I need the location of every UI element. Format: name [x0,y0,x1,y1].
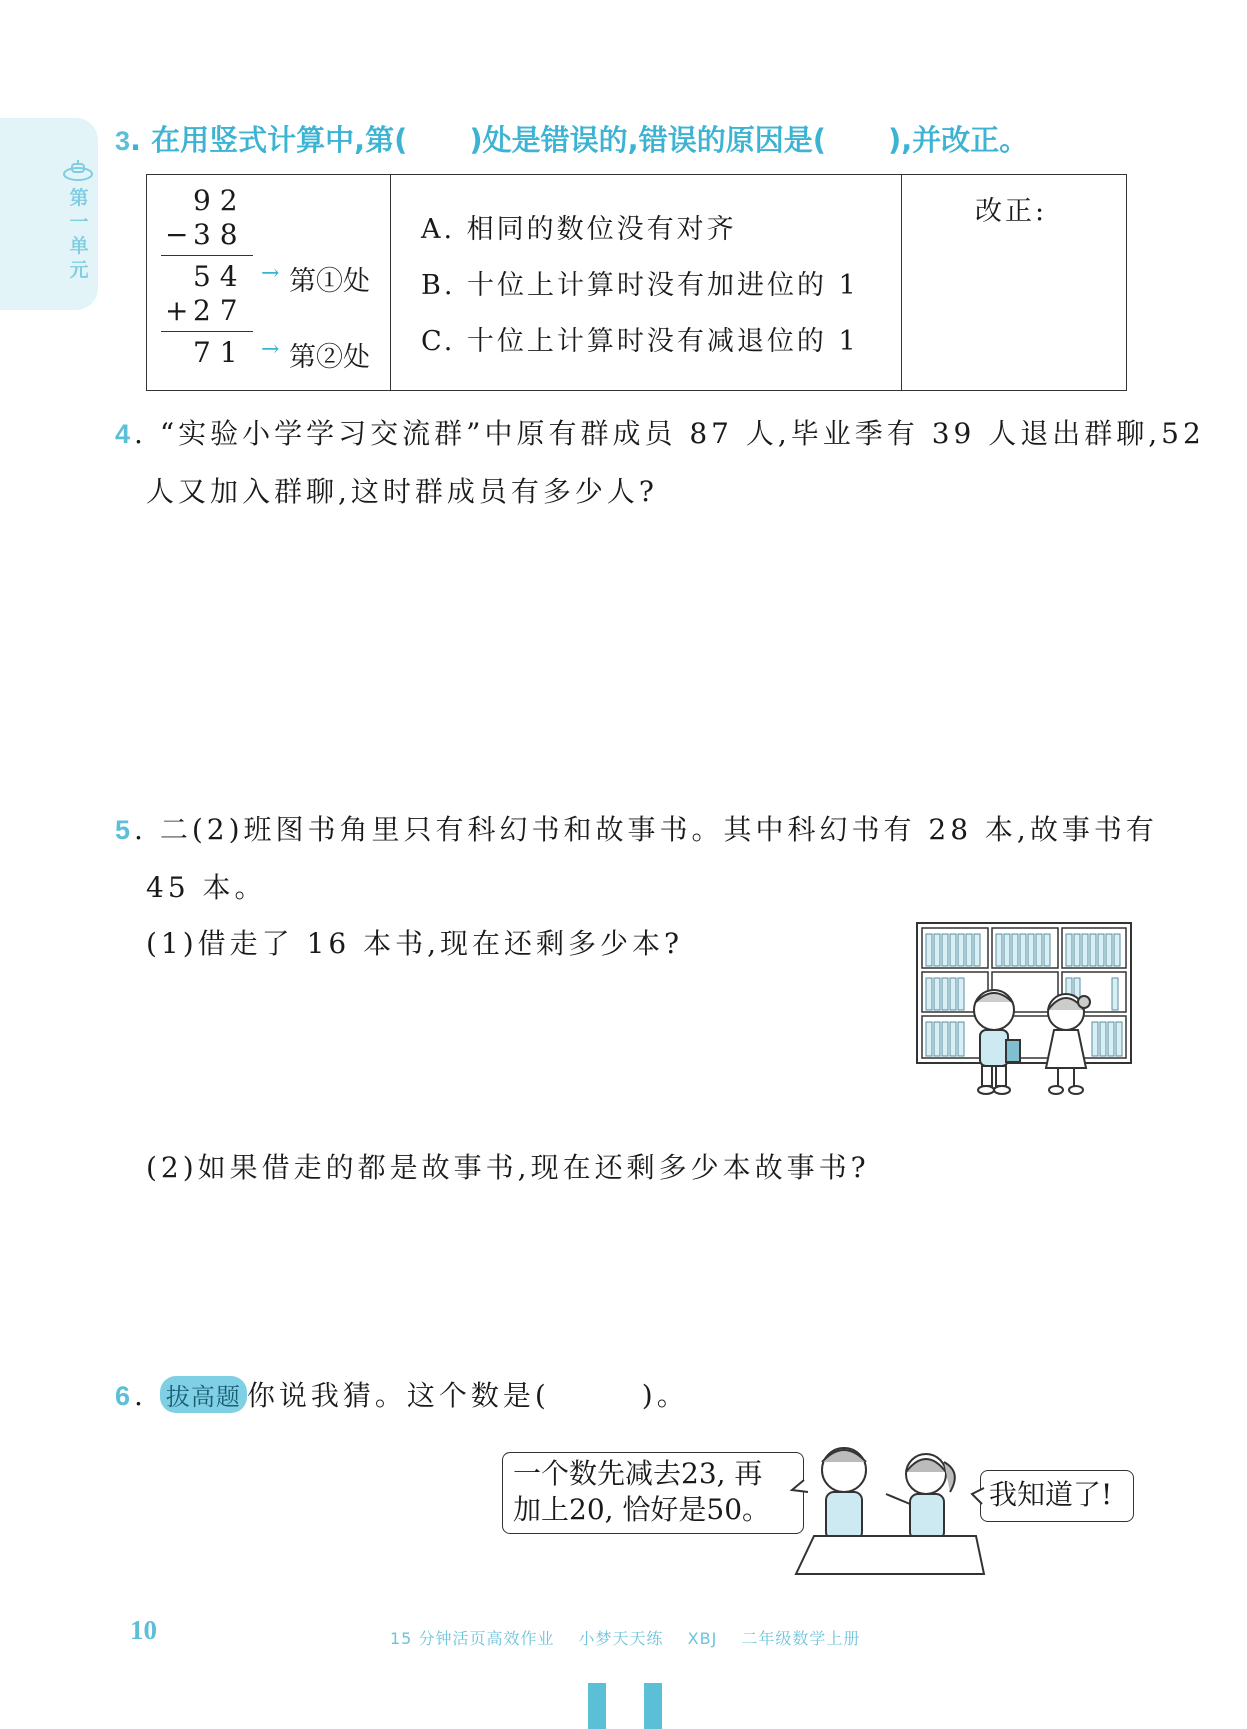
option-a: A. 相同的数位没有对齐 [421,214,737,245]
bookshelf-children-illustration [916,922,1134,1098]
calc-rule [161,255,253,256]
footer-edition: XBJ [687,1629,718,1648]
q4-answer-area[interactable] [146,520,1126,760]
calc-label-2: 第②处 [289,342,370,373]
arrow-icon: → [261,337,280,362]
calc-rule [161,331,253,332]
q3-number: 3 [115,126,131,156]
q6-number: 6 [115,1381,135,1411]
calc-row-4: 2 7 [193,294,238,327]
page-number: 10 [130,1615,157,1645]
q6-line [115,1374,689,1414]
q5-sub-1: (1)借走了 16 本书,现在还剩多少本? [146,927,684,960]
correction-label: 改正: [975,196,1048,227]
q5-text-1: . 二(2)班图书角里只有科幻书和故事书。其中科幻书有 28 本,故事书有 [134,813,1158,846]
q5-sub-1-answer-area[interactable] [146,970,906,1130]
q4-line-1 [115,412,1205,452]
footer-info [390,1626,878,1649]
q4-number: 4 [115,419,135,449]
q5-sub-2-answer-area[interactable] [146,1196,1126,1346]
q6-text-a: 你说我猜。这个数是( [246,1379,550,1412]
binding-mark [588,1683,606,1729]
calc-row-3: 5 4 [193,260,238,293]
option-b: B. 十位上计算时没有加进位的 1 [421,270,859,301]
q5-number: 5 [115,815,135,845]
calc-row-5: 7 1 [193,336,238,369]
footer-brand: 小梦天天练 [578,1629,664,1648]
bubble-left-line-2: 加上20, 恰好是50。 [513,1493,771,1526]
calc-row-1: 9 2 [193,184,238,217]
footer-series: 15 分钟活页高效作业 [390,1629,555,1648]
bubble-right-text: 我知道了! [989,1478,1113,1511]
q5-line-2: 45 本。 [146,871,267,904]
option-c: C. 十位上计算时没有减退位的 1 [421,326,859,357]
advanced-question-badge: 拔高题 [160,1376,247,1413]
unit-emblem-icon [62,160,94,182]
q6-dot: . [134,1379,147,1412]
binding-mark [644,1683,662,1729]
q5-line-1 [115,808,1158,848]
table-divider [390,175,391,390]
q3-title-part-b: )处是错误的,错误的原因是( [469,123,826,157]
correction-answer-area[interactable] [907,235,1117,385]
bubble-left-line-1: 一个数先减去23, 再 [513,1457,763,1490]
q4-line-2: 人又加入群聊,这时群成员有多少人? [146,475,658,508]
children-at-table-illustration [786,1432,986,1580]
speech-bubble-left [502,1452,804,1534]
q3-title-part-c: ),并改正。 [887,123,1029,157]
calc-label-1: 第①处 [289,266,370,297]
q3-title [115,118,1028,159]
speech-bubble-right [980,1470,1134,1522]
q6-text-b: )。 [641,1379,689,1412]
vertical-calculation [161,183,386,383]
arrow-icon: → [261,261,280,286]
q5-sub-2: (2)如果借走的都是故事书,现在还剩多少本故事书? [146,1151,870,1184]
q3-table [146,174,1127,391]
q4-text-1: . “实验小学学习交流群”中原有群成员 87 人,毕业季有 39 人退出群聊,52 [134,417,1205,450]
calc-row-2: 3 8 [193,218,238,251]
table-divider [901,175,902,390]
calc-minus-sign: − [165,218,189,251]
unit-label: 第一单元 [69,187,89,281]
q3-title-part-a: . 在用竖式计算中,第( [130,123,408,157]
calc-plus-sign: + [165,294,189,327]
footer-grade: 二年级数学上册 [741,1629,861,1648]
